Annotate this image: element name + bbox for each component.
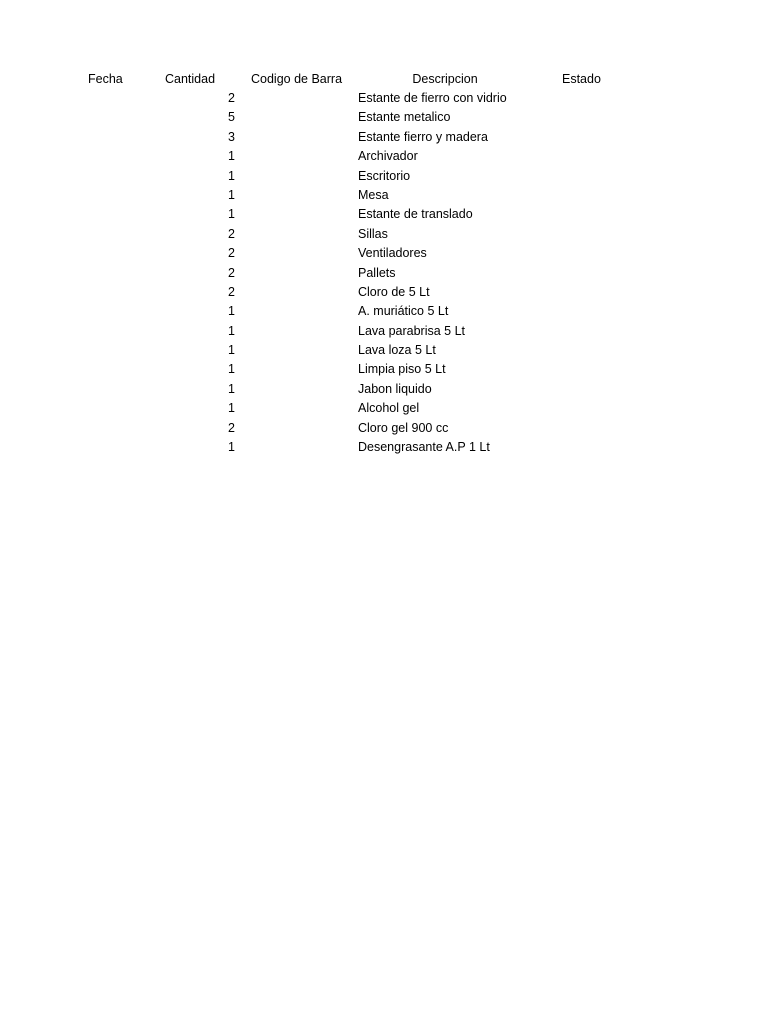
table-body <box>0 89 768 457</box>
cell-descripcion: A. muriático 5 Lt <box>358 304 449 319</box>
cell-cantidad: 2 <box>228 226 235 241</box>
table-row <box>0 322 768 341</box>
table-row <box>0 399 768 418</box>
cell-descripcion: Cloro de 5 Lt <box>358 284 430 299</box>
cell-cantidad: 1 <box>228 343 235 358</box>
cell-descripcion: Ventiladores <box>358 246 427 261</box>
cell-cantidad: 2 <box>228 265 235 280</box>
cell-descripcion: Estante de fierro con vidrio <box>358 91 507 105</box>
table-row <box>0 186 768 205</box>
cell-descripcion: Lava loza 5 Lt <box>358 343 436 358</box>
cell-descripcion: Pallets <box>358 265 396 280</box>
table-row <box>0 108 768 127</box>
table-row <box>0 167 768 186</box>
cell-descripcion: Limpia piso 5 Lt <box>358 362 446 377</box>
table-row <box>0 380 768 399</box>
cell-descripcion: Archivador <box>358 149 418 164</box>
cell-cantidad: 1 <box>228 323 235 338</box>
cell-descripcion: Jabon liquido <box>358 381 432 396</box>
cell-cantidad: 2 <box>228 420 235 435</box>
table-header <box>0 70 768 89</box>
cell-cantidad: 1 <box>228 149 235 164</box>
cell-cantidad: 1 <box>228 401 235 416</box>
cell-descripcion: Sillas <box>358 226 388 241</box>
table-row <box>0 128 768 147</box>
cell-cantidad: 1 <box>228 440 235 455</box>
cell-descripcion: Escritorio <box>358 168 411 183</box>
header-fecha: Fecha <box>88 72 123 86</box>
cell-cantidad: 1 <box>228 187 235 202</box>
table-row <box>0 360 768 379</box>
header-cantidad: Cantidad <box>165 72 216 86</box>
cell-descripcion: Estante metalico <box>358 110 451 125</box>
table-row <box>0 264 768 283</box>
table-row <box>0 419 768 438</box>
table-row <box>0 147 768 166</box>
cell-descripcion: Estante de translado <box>358 207 473 222</box>
table-row <box>0 438 768 457</box>
header-codigo-de-barra: Codigo de Barra <box>251 72 343 86</box>
cell-descripcion: Alcohol gel <box>358 401 420 416</box>
cell-cantidad: 2 <box>228 284 235 299</box>
table-row <box>0 89 768 108</box>
cell-cantidad: 2 <box>228 246 235 261</box>
cell-cantidad: 1 <box>228 381 235 396</box>
cell-cantidad: 1 <box>228 168 235 183</box>
table-row <box>0 205 768 224</box>
header-descripcion: Descripcion <box>412 72 478 86</box>
cell-cantidad: 5 <box>228 110 235 125</box>
cell-cantidad: 2 <box>228 91 235 105</box>
table-row <box>0 225 768 244</box>
cell-cantidad: 3 <box>228 129 235 144</box>
cell-descripcion: Estante fierro y madera <box>358 129 488 144</box>
cell-cantidad: 1 <box>228 304 235 319</box>
cell-cantidad: 1 <box>228 362 235 377</box>
header-estado: Estado <box>562 72 601 86</box>
cell-descripcion: Lava parabrisa 5 Lt <box>358 323 466 338</box>
table-row <box>0 244 768 263</box>
cell-cantidad: 1 <box>228 207 235 222</box>
cell-descripcion: Cloro gel 900 cc <box>358 420 449 435</box>
table-row <box>0 283 768 302</box>
cell-descripcion: Mesa <box>358 187 389 202</box>
cell-descripcion: Desengrasante A.P 1 Lt <box>358 440 490 455</box>
table-row <box>0 302 768 321</box>
table-row <box>0 341 768 360</box>
